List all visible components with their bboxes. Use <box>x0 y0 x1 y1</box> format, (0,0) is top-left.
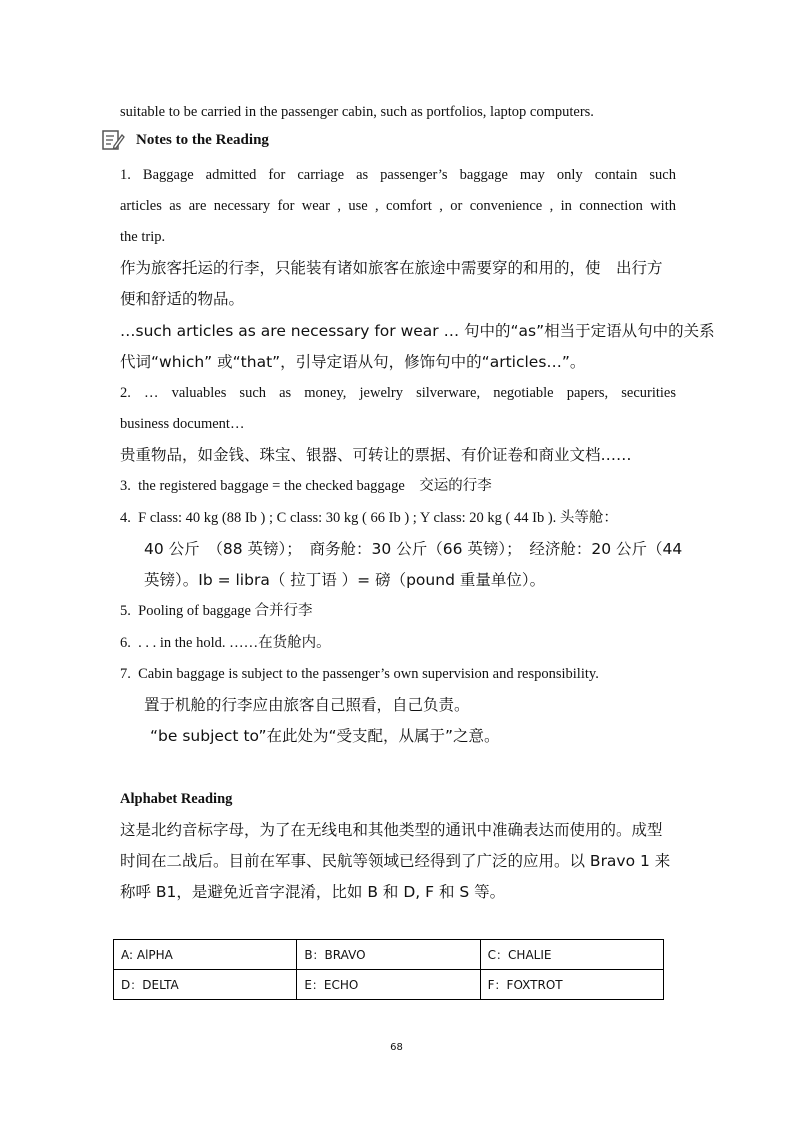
note-1-explanation-1: …such articles as are necessary for wear … 句中的“as”相当于定语从句中的关系 <box>120 322 715 340</box>
table-row <box>114 940 664 970</box>
alphabet-heading: Alphabet Reading <box>120 791 233 807</box>
note-3: 3. the registered baggage = the checked baggage 交运的行李 <box>120 478 492 494</box>
note-2-line-1: 2. … valuables such as money, jewelry silverware, negotiable papers, securities <box>120 385 677 401</box>
alphabet-paragraph-line-1: 这是北约音标字母，为了在无线电和其他类型的通讯中准确表达而使用的。成型 <box>120 821 663 839</box>
table-cell: F：FOXTROT <box>480 970 663 1000</box>
note-7-line-1: 7. Cabin baggage is subject to the passenger’s own supervision and responsibility. <box>120 666 599 682</box>
note-4-line-1: 4. F class: 40 kg (88 Ib ) ; C class: 30 kg ( 66 Ib ) ; Y class: 20 kg ( 44 Ib ). 头等舱： <box>120 510 618 526</box>
alphabet-paragraph-line-3: 称呼 B1，是避免近音字混淆，比如 B 和 D, F 和 S 等。 <box>120 883 506 901</box>
note-7-line-2: 置于机舱的行李应由旅客自己照看，自己负责。 <box>144 696 470 714</box>
note-4-line-2: 40 公斤 （88 英镑）； 商务舱：30 公斤（66 英镑）； 经济舱：20 公斤（44 <box>144 540 683 558</box>
note-5: 5. Pooling of baggage 合并行李 <box>120 603 313 619</box>
note-4-line-3: 英镑）。Ib = libra（ 拉丁语 ）= 磅（pound 重量单位）。 <box>144 571 546 589</box>
note-pencil-icon <box>101 128 125 152</box>
table-cell: A: AlPHA <box>114 940 297 970</box>
note-1-line-1: 1. Baggage admitted for carriage as passenger’s baggage may only contain such <box>120 167 676 183</box>
table-row <box>114 970 664 1000</box>
note-1-line-2: articles as are necessary for wear , use , comfort , or convenience , in connection with <box>120 198 676 214</box>
continued-paragraph-line: suitable to be carried in the passenger cabin, such as portfolios, laptop computers. <box>120 104 594 120</box>
table-cell: B：BRAVO <box>297 940 480 970</box>
table-cell: C：CHALIE <box>480 940 663 970</box>
note-1-translation-1: 作为旅客托运的行李，只能装有诸如旅客在旅途中需要穿的和用的，使 出行方 <box>120 259 663 277</box>
note-2-translation: 贵重物品，如金钱、珠宝、银器、可转让的票据、有价证卷和商业文档…… <box>120 446 632 464</box>
note-1-translation-2: 便和舒适的物品。 <box>120 290 245 308</box>
note-7-line-3: “be subject to”在此处为“受支配，从属于”之意。 <box>150 727 500 745</box>
table-cell: D：DELTA <box>114 970 297 1000</box>
note-2-line-2: business document… <box>120 416 245 432</box>
note-1-explanation-2: 代词“which” 或“that”，引导定语从句，修饰句中的“articles…”。 <box>120 353 586 371</box>
note-1-line-3: the trip. <box>120 229 166 245</box>
note-6: 6. . . . in the hold. ……在货舱内。 <box>120 635 331 651</box>
alphabet-table <box>113 939 664 1000</box>
notes-title: Notes to the Reading <box>136 132 269 148</box>
page-number: 68 <box>390 1042 403 1053</box>
table-cell: E：ECHO <box>297 970 480 1000</box>
alphabet-paragraph-line-2: 时间在二战后。目前在军事、民航等领域已经得到了广泛的应用。以 Bravo 1 来 <box>120 852 671 870</box>
